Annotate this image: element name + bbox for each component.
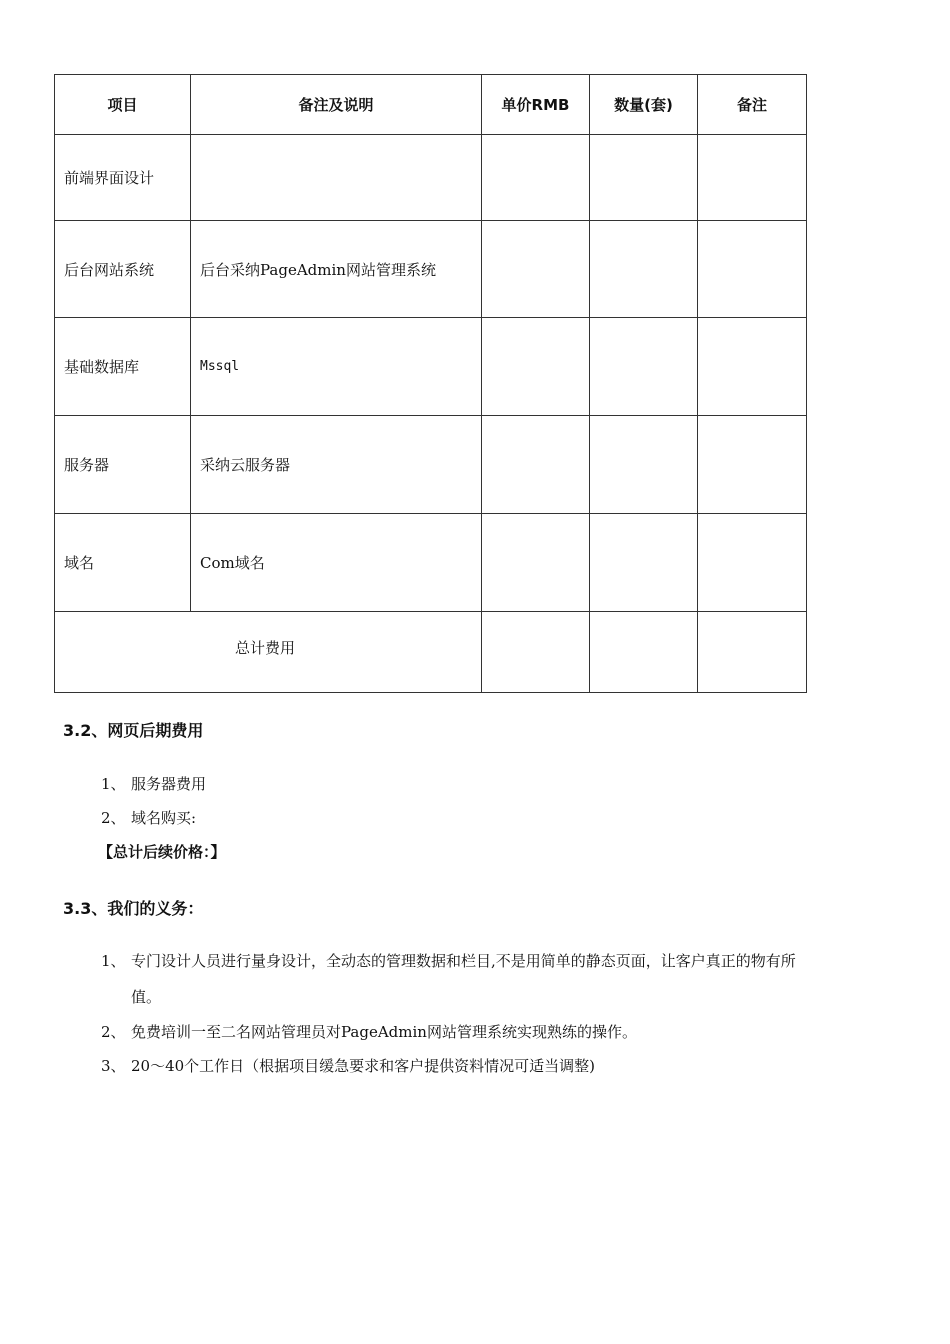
section-title-obligations: 3.3、我们的义务： (63, 899, 204, 918)
list-item (101, 1021, 637, 1042)
row-quantity-cell (590, 416, 698, 514)
table-row (55, 135, 807, 221)
row-item-cell: 前端界面设计 (55, 135, 191, 221)
row-note-cell: Com域名 (191, 514, 482, 612)
row-price-cell (482, 416, 590, 514)
total-label: 总计费用 (234, 638, 295, 657)
list-text-continuation: 值。 (131, 988, 162, 1006)
row-remarks-cell (698, 221, 807, 318)
total-remarks-cell (698, 612, 807, 693)
list-index: 1、 (101, 952, 126, 970)
list-index: 2、 (101, 1023, 126, 1041)
row-remarks-cell (698, 135, 807, 221)
list-item (101, 950, 901, 1007)
list-text: 专门设计人员进行量身设计，全动态的管理数据和栏目,不是用简单的静态页面，让客户真正的物有所 (131, 952, 796, 970)
list-index: 3、 (101, 1057, 126, 1075)
header-unit-price: 单价RMB (482, 75, 590, 135)
total-follow-up-price: 【总计后续价格：】 (98, 843, 226, 861)
total-quantity-cell (590, 612, 698, 693)
row-note-cell: Mssql (191, 318, 482, 416)
list-index: 1、 (101, 775, 126, 793)
row-price-cell (482, 514, 590, 612)
table-header-row (55, 75, 807, 135)
table-row (55, 221, 807, 318)
row-remarks-cell (698, 416, 807, 514)
row-note-cell: 后台采纳PageAdmin网站管理系统 (191, 221, 482, 318)
total-price-cell (482, 612, 590, 693)
header-item: 项目 (55, 75, 191, 135)
list-text: 20～40个工作日（根据项目缓急要求和客户提供资料情况可适当调整) (131, 1057, 596, 1075)
list-item (101, 773, 206, 794)
list-text: 服务器费用 (131, 775, 207, 793)
row-note-cell: 采纳云服务器 (191, 416, 482, 514)
section-title-later-fees: 3.2、网页后期费用 (63, 721, 204, 740)
row-item-cell: 后台网站系统 (55, 221, 191, 318)
table-row (55, 318, 807, 416)
row-quantity-cell (590, 135, 698, 221)
table-total-row (55, 612, 807, 693)
row-quantity-cell (590, 318, 698, 416)
total-label-cell (55, 612, 482, 693)
list-item (101, 1055, 595, 1076)
table-row (55, 514, 807, 612)
row-price-cell (482, 135, 590, 221)
row-remarks-cell (698, 514, 807, 612)
header-quantity: 数量(套) (590, 75, 698, 135)
list-text: 域名购买: (131, 809, 197, 827)
row-quantity-cell (590, 221, 698, 318)
row-item-cell: 服务器 (55, 416, 191, 514)
row-price-cell (482, 318, 590, 416)
header-remarks: 备注 (698, 75, 807, 135)
row-quantity-cell (590, 514, 698, 612)
list-text: 免费培训一至二名网站管理员对PageAdmin网站管理系统实现熟练的操作。 (131, 1023, 637, 1041)
table-row (55, 416, 807, 514)
row-item-cell: 域名 (55, 514, 191, 612)
row-note-cell (191, 135, 482, 221)
quote-table (54, 74, 807, 693)
list-index: 2、 (101, 809, 126, 827)
header-description: 备注及说明 (191, 75, 482, 135)
row-item-cell: 基础数据库 (55, 318, 191, 416)
row-price-cell (482, 221, 590, 318)
list-item (101, 807, 196, 828)
row-remarks-cell (698, 318, 807, 416)
